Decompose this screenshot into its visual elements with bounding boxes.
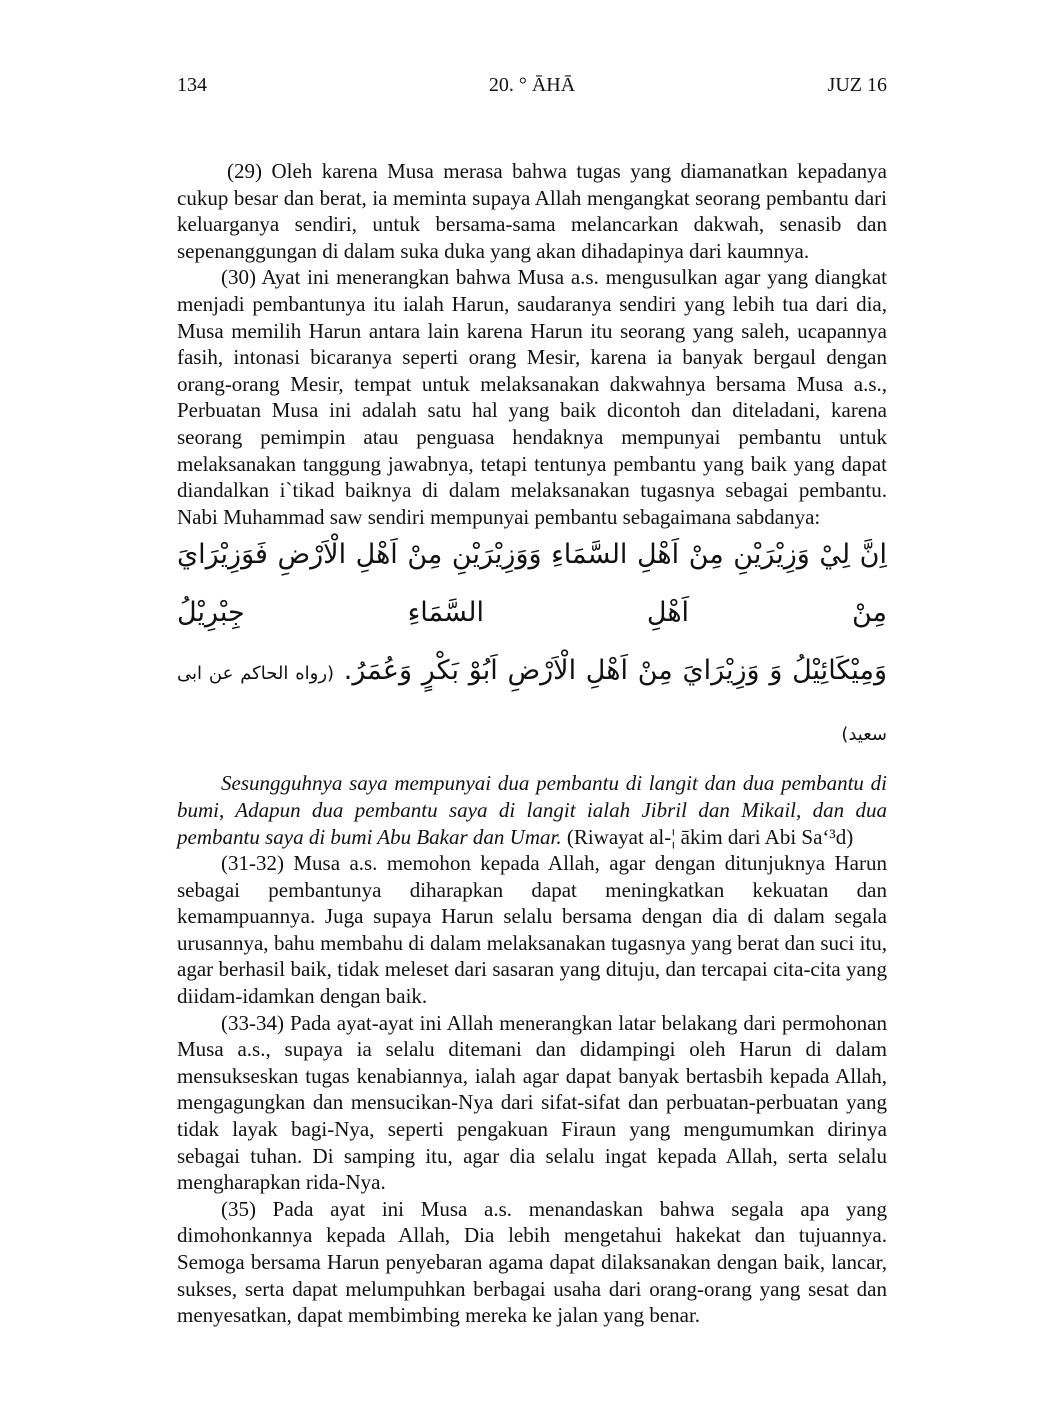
juz-label: JUZ 16 <box>827 74 887 96</box>
hadith-translation-text: Sesungguhnya saya mempunyai dua pembantu di langit dan dua pembantu di bumi, Adapun dua pembantu saya di langit ialah Jibril dan Mikail, dan dua pembantu saya di bumi Abu Bakar dan Umar. <box>177 771 887 849</box>
chapter-title: 20. ° ĀHĀ <box>488 74 576 96</box>
hadith-arabic-line-2-wrap <box>177 642 887 764</box>
hadith-reference: (رواه الحاكم عن ابى سعيد) <box>177 663 887 746</box>
paragraph-29: (29) Oleh karena Musa merasa bahwa tugas yang diamanatkan kepadanya cukup besar dan berat, ia meminta supaya Allah mengangkat seorang pembantu dari keluarganya sendiri, untuk bersama-sama melancarkan dakwah, senasib dan sepenanggungan di dalam suka duka yang akan dihadapinya dari kaumnya. <box>177 159 887 263</box>
hadith-arabic-line-2: وَمِيْكَائِيْلُ وَ وَزِيْرَايَ مِنْ اَهْلِ الْاَرْضِ اَبُوْ بَكْرٍ وَعُمَرُ. <box>343 655 887 687</box>
hadith-arabic-line-1: اِنَّ لِيْ وَزِيْرَيْنِ مِنْ اَهْلِ السَّمَاءِ وَوَزِيْرَيْنِ مِنْ اَهْلِ الْاَرْضِ فَوَزِيْرَايَ مِنْ اَهْلِ السَّمَاءِ جِبْرِيْلُ <box>177 539 887 629</box>
paragraph-35: (35) Pada ayat ini Musa a.s. menandaskan bahwa segala apa yang dimohonkannya kepada Allah, Dia lebih mengetahui hakekat dan tujuannya. Semoga bersama Harun penyebaran agama dapat dilaksanakan dengan baik, lancar, sukses, serta dapat melumpuhkan berbagai usaha dari orang-orang yang sesat dan menyesatkan, dapat membimbing mereka ke jalan yang benar. <box>177 1196 887 1328</box>
page-header <box>177 74 887 102</box>
hadith-translation <box>177 770 887 850</box>
paragraph-30: (30) Ayat ini menerangkan bahwa Musa a.s. mengusulkan agar yang diangkat menjadi pembantunya itu ialah Harun, saudaranya sendiri yang lebih tua dari dia, Musa memilih Harun antara lain karena Harun itu seorang yang saleh, ucapannya fasih, intonasi bicaranya seperti orang Mesir, karena ia banyak bergaul dengan orang-orang Mesir, tempat untuk melaksanakan dakwahnya bersama Musa a.s., Perbuatan Musa ini adalah satu hal yang baik dicontoh dan diteladani, karena seorang pemimpin atau penguasa hendaknya mempunyai pembantu untuk melaksanakan tanggung jawabnya, tetapi tentunya pembantu yang baik yang dapat diandalkan i`tikad baiknya di dalam melaksanakan tugasnya sebagai pembantu. Nabi Muhammad saw sendiri mempunyai pembantu sebagaimana sabdanya: <box>177 265 887 529</box>
hadith-translation-source: (Riwayat al-¦ ākim dari Abi Sa‘³d) <box>566 824 854 849</box>
page-number: 134 <box>177 74 207 96</box>
hadith-arabic <box>177 526 887 764</box>
page-body <box>177 158 887 1329</box>
paragraph-33-34: (33-34) Pada ayat-ayat ini Allah menerangkan latar belakang dari permohonan Musa a.s., supaya ia selalu ditemani dan didampingi oleh Harun di dalam mensukseskan tugas kenabiannya, ialah agar dapat banyak bertasbih kepada Allah, mengagungkan dan mensucikan-Nya dari sifat-sifat dan perbuatan-perbuatan yang tidak layak bagi-Nya, seperti pengakuan Firaun yang mengumumkan dirinya sebagai tuhan. Di samping itu, agar dia selalu ingat kepada Allah, serta selalu mengharapkan rida-Nya. <box>177 1010 887 1195</box>
paragraph-31-32: (31-32) Musa a.s. memohon kepada Allah, agar dengan ditunjuknya Harun sebagai pembantunya diharapkan dapat meningkatkan kekuatan dan kemampuannya. Juga supaya Harun selalu bersama dengan dia di dalam segala urusannya, bahu membahu di dalam melaksanakan tugasnya yang berat dan suci itu, agar berhasil baik, tidak meleset dari sasaran yang dituju, dan tercapai cita-cita yang diidam-idamkan dengan baik. <box>177 851 887 1009</box>
